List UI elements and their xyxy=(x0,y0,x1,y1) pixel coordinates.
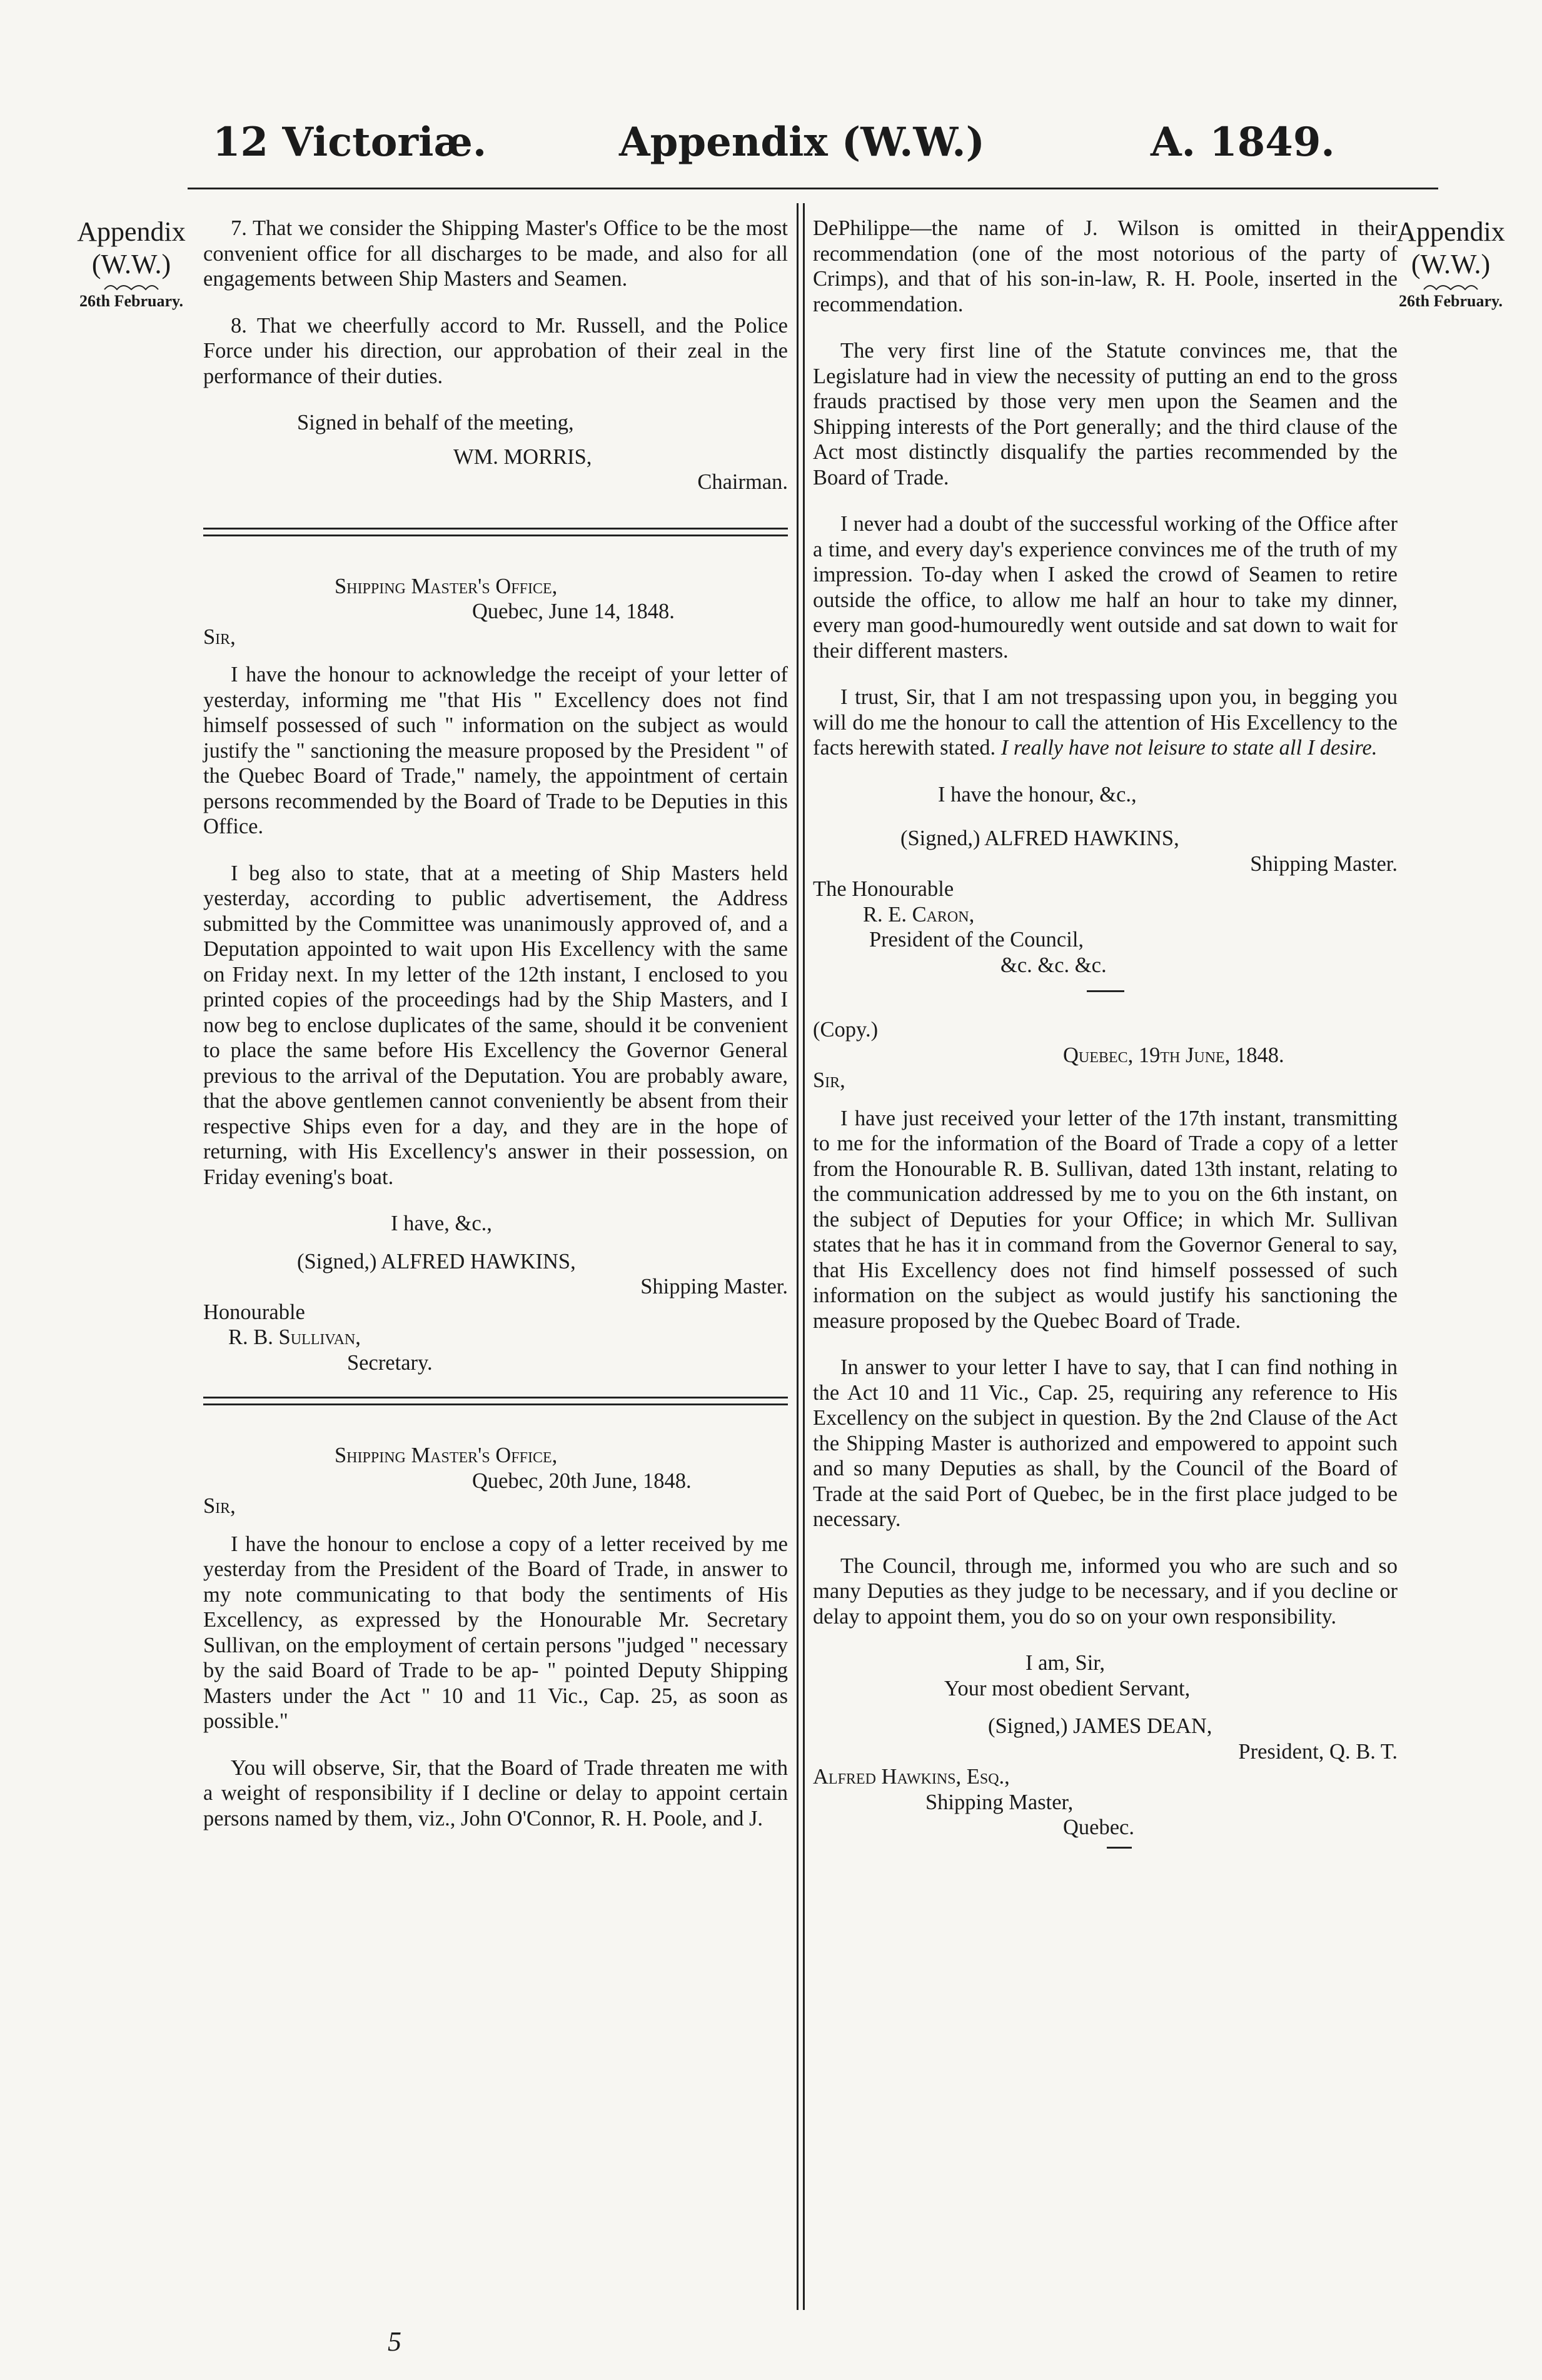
letter-closing: I have the honour, &c., xyxy=(938,782,1137,806)
letter-paragraph: You will observe, Sir, that the Board of Trade threaten me with a weight of responsibility if I decline or delay to appoint certain persons named by them, viz., John O'Connor, R. H. Poole, and J. xyxy=(203,1755,788,1830)
header-rule xyxy=(188,188,1438,189)
letter-salutation: Sir, xyxy=(203,625,236,649)
letter-signer-title: Shipping Master. xyxy=(1250,851,1398,876)
letter-paragraph: The very first line of the Statute convinces me, that the Legislature had in view the necessity of putting an end to the gross frauds practised by those very men upon the Seamen and the Shipping interests of the Port generally; and the third clause of the Act most distinctly disqualify the parties recommended by the Board of Trade. xyxy=(813,339,1398,490)
letter-paragraph: In answer to your letter I have to say, that I can find nothing in the Act 10 and 11 Vic., Cap. 25, requiring any reference to His Excellency on the subject in question. By the 2nd Clause of the Act the Shipping Master is authorized and empowered to appoint such and so many Deputies as shall, by the Council of the Board of Trade at the said Port of Quebec, be in the first place judged to be necessary. xyxy=(813,1355,1398,1531)
letter-addressee: The Honourable xyxy=(813,877,954,901)
letter-salutation: Sir, xyxy=(203,1494,236,1518)
letter-addressee: Honourable xyxy=(203,1300,305,1324)
letter-signature: (Signed,) ALFRED HAWKINS, xyxy=(900,826,1179,850)
letter-addressee-name: R. B. Sullivan, xyxy=(228,1325,361,1349)
letter-paragraph: I have just received your letter of the 17th instant, transmitting to me for the information of the Board of Trade a copy of a letter from the Honourable R. B. Sullivan, dated 13th instant, relating to the communication addressed by me to you on the 6th instant, on the subject of Deputies for your Office; in which Mr. Sullivan states that he has it in command from the Governor General to say, that His Excellency does not find himself possessed of such information on the subject as would justify his sanctioning the measure proposed by the Quebec Board of Trade. xyxy=(813,1106,1398,1333)
letter-signature: (Signed,) ALFRED HAWKINS, xyxy=(297,1249,576,1273)
header-appendix: Appendix (W.W.) xyxy=(619,119,985,166)
letter-june-19 xyxy=(813,1017,1398,1840)
flourish-icon xyxy=(103,281,159,292)
section-rule xyxy=(203,528,788,536)
flourish-icon xyxy=(1423,281,1479,292)
letter-closing: Your most obedient Servant, xyxy=(944,1676,1191,1700)
letter-signature: (Signed,) JAMES DEAN, xyxy=(988,1714,1212,1738)
letter-office: Shipping Master's Office, xyxy=(335,574,558,598)
resolution-8: 8. That we cheerfully accord to Mr. Russell, and the Police Force under his direction, our approbation of their zeal in the performance of their duties. xyxy=(203,313,788,388)
continued-paragraph: DePhilippe—the name of J. Wilson is omitted in their recommendation (one of the most notorious of the party of Crimps), and that of his son-in-law, R. H. Poole, inserted in the recommendation. xyxy=(813,216,1398,316)
signer-title: Chairman. xyxy=(697,470,788,494)
signer-name: WM. MORRIS, xyxy=(453,444,592,469)
letter-date: Quebec, 19th June, 1848. xyxy=(1063,1043,1284,1067)
margin-note-date: 26th February. xyxy=(79,292,184,310)
signature-mark: 5 xyxy=(388,2326,401,2357)
margin-note-appendix: Appendix xyxy=(77,216,186,247)
letter-june-14 xyxy=(203,574,788,1376)
letter-addressee-etc: &c. &c. &c. xyxy=(1000,953,1107,977)
letter-addressee-name: Alfred Hawkins, Esq., xyxy=(813,1765,1010,1789)
column-divider xyxy=(803,203,805,2310)
right-column xyxy=(813,216,1398,1874)
letter-office: Shipping Master's Office, xyxy=(335,1444,558,1467)
letter-paragraph: I have the honour to enclose a copy of a letter received by me yesterday from the President of the Board of Trade, in answer to my note communicating to that body the sentiments of His Excellency, as expressed by the Honourable Mr. Secretary Sullivan, on the employment of certain persons "judged " necessary by the said Board of Trade to be ap- " pointed Deputy Shipping Masters under the Act " 10 and 11 Vic., Cap. 25, as soon as possible." xyxy=(203,1532,788,1733)
letter-addressee-title: President of the Council, xyxy=(869,928,1084,951)
letter-addressee-place: Quebec. xyxy=(1063,1815,1134,1839)
letter-signer-title: Shipping Master. xyxy=(640,1275,788,1298)
left-column xyxy=(203,216,788,1852)
letter-addressee-title: Shipping Master, xyxy=(925,1790,1074,1814)
margin-note-appendix: Appendix xyxy=(1396,216,1505,247)
section-rule xyxy=(203,1397,788,1405)
header-session: 12 Victoriæ. xyxy=(213,119,487,166)
letter-signer-title: President, Q. B. T. xyxy=(1238,1739,1398,1764)
letter-paragraph: I never had a doubt of the successful working of the Office after a time, and every day's experience convinces me of the truth of my impression. To-day when I asked the crowd of Seamen to retire outside the office, to allow me half an hour to take my dinner, every man good-humouredly went outside and sat down to wait for their different masters. xyxy=(813,512,1398,663)
page-header xyxy=(188,119,1438,188)
letter-closing: I am, Sir, xyxy=(1025,1651,1106,1675)
letter-date: Quebec, June 14, 1848. xyxy=(472,600,675,623)
letter-salutation: Sir, xyxy=(813,1068,845,1092)
separator-dash xyxy=(1087,990,1124,992)
margin-note-right xyxy=(1382,216,1519,311)
letter-date: Quebec, 20th June, 1848. xyxy=(472,1469,692,1493)
letter-paragraph: The Council, through me, informed you who are such and so many Deputies as they judge to be necessary, and if you decline or delay to appoint them, you do so on your own responsibility. xyxy=(813,1554,1398,1629)
header-year: A. 1849. xyxy=(1151,119,1335,166)
letter-paragraph: I beg also to state, that at a meeting of Ship Masters held yesterday, according to public advertisement, the Address submitted by the Committee was unanimously approved of, and a Deputation appointed to wait upon His Excellency with the same on Friday next. In my letter of the 12th instant, I enclosed to you printed copies of the proceedings had by the Ship Masters, and I now beg to enclose duplicates of the same, should it be convenient to place the same before His Excellency the Governor General previous to the arrival of the Deputation. You are probably aware, that the above gentlemen cannot conveniently be absent from their respective Ships even for a day, and they are in the hope of returning, with His Excellency's answer in their possession, on Friday evening's boat. xyxy=(203,861,788,1189)
signed-behalf: Signed in behalf of the meeting, xyxy=(297,411,574,434)
margin-note-code: (W.W.) xyxy=(1411,249,1491,279)
letter-paragraph xyxy=(813,685,1398,761)
italic-remark: I really have not leisure to state all I desire. xyxy=(1000,736,1378,760)
margin-note-left xyxy=(63,216,200,311)
trust-text: I trust, Sir, that I am not trespassing upon you, in begging you will do me the honour to call the attention of His Excellency to the facts herewith stated. xyxy=(813,685,1398,760)
resolution-7: 7. That we consider the Shipping Master's Office to be the most convenient office for all discharges to be made, and also for all engagements between Ship Masters and Seamen. xyxy=(203,216,788,291)
letter-closing: I have, &c., xyxy=(391,1212,492,1235)
margin-note-code: (W.W.) xyxy=(91,249,171,279)
column-divider xyxy=(797,203,799,2310)
letter-addressee-name: R. E. Caron, xyxy=(863,902,975,926)
margin-note-date: 26th February. xyxy=(1398,292,1503,310)
letter-addressee-title: Secretary. xyxy=(347,1350,433,1375)
separator-dash xyxy=(1107,1847,1132,1849)
copy-label: (Copy.) xyxy=(813,1018,879,1042)
letter-june-20 xyxy=(203,1443,788,1831)
letter-paragraph: I have the honour to acknowledge the receipt of your letter of yesterday, informing me "that His " Excellency does not find himself possessed of such " information on the subject as would justify the " sanctioning the measure proposed by the President " of the Quebec Board of Trade," namely, the appointment of certain persons recommended by the Board of Trade to be Deputies in this Office. xyxy=(203,663,788,838)
